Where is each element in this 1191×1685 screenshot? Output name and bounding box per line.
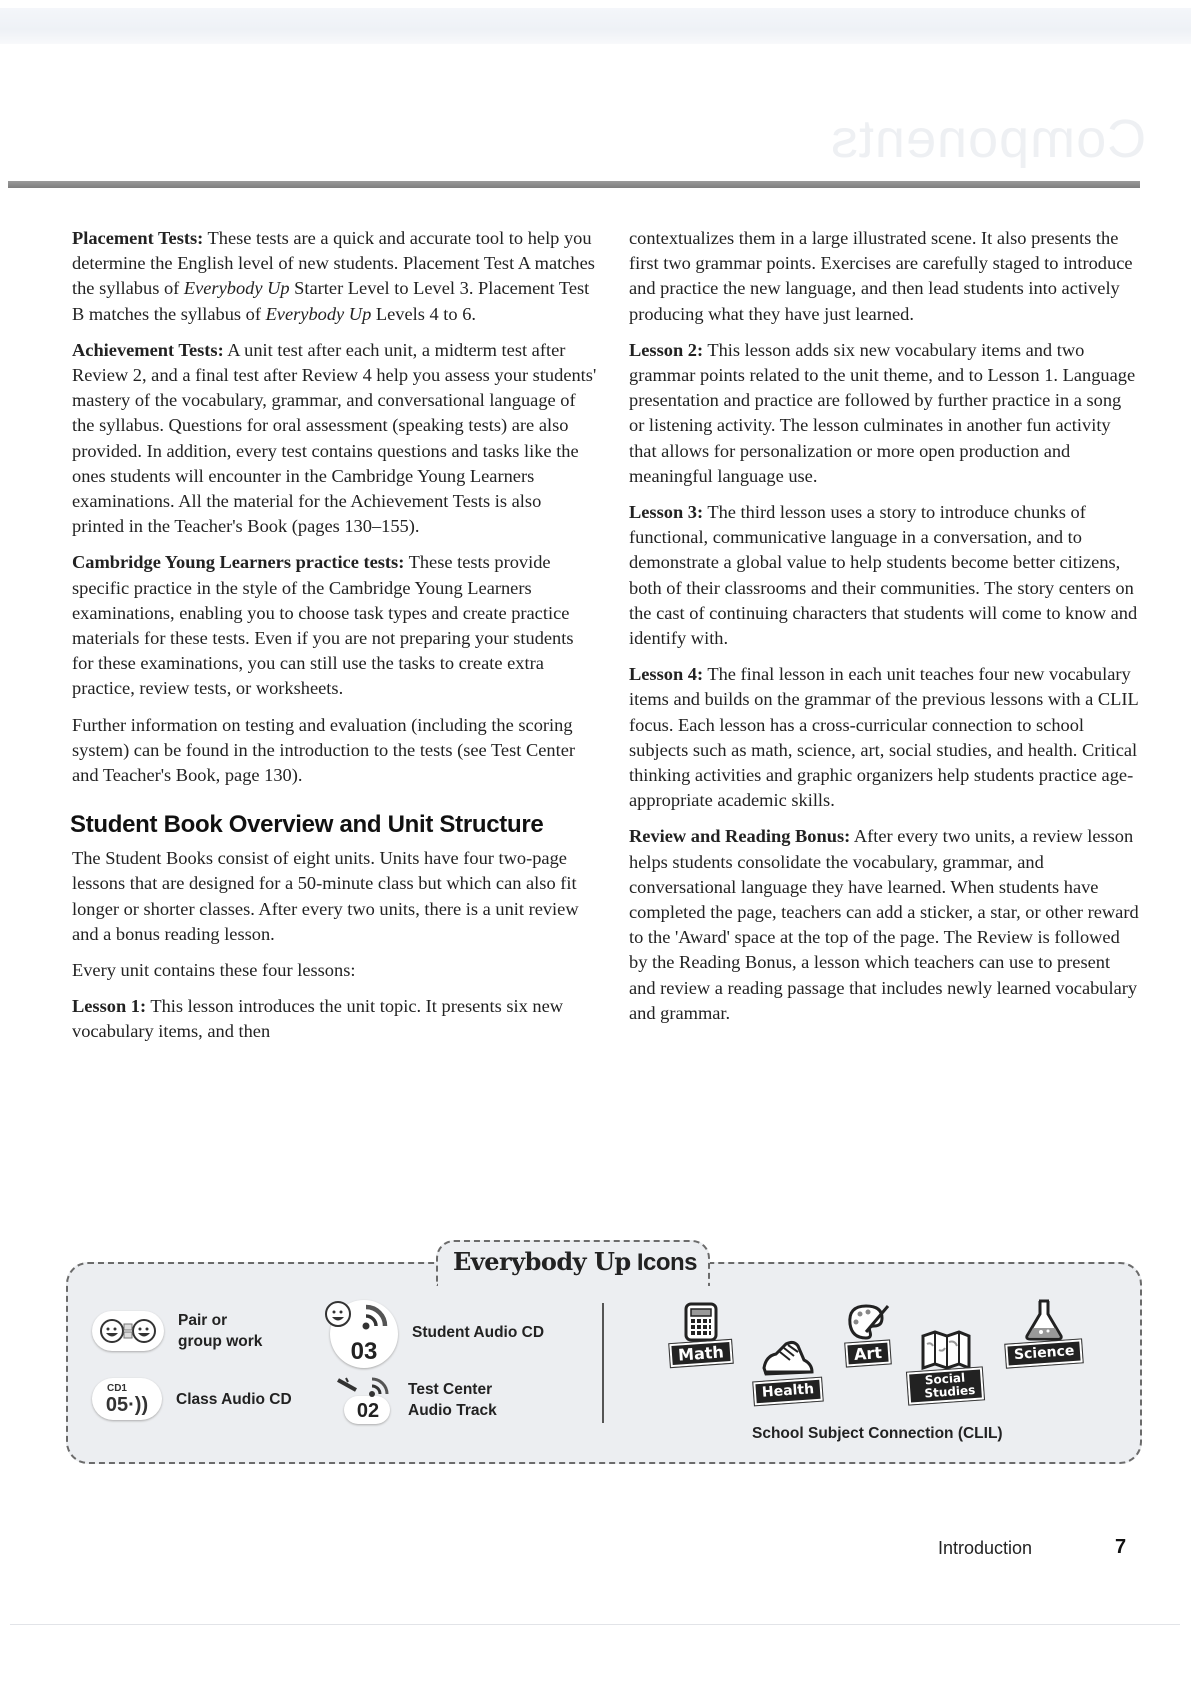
term: Lesson 3: [629, 502, 704, 523]
sneaker-icon [760, 1338, 816, 1380]
term: Placement Tests: [72, 228, 204, 248]
term: Lesson 4: [629, 664, 704, 685]
book-title: Everybody Up [265, 303, 372, 324]
bleed-through-title: Components [830, 109, 1147, 169]
legend-item-class-audio: CD1 05·)) Class Audio CD [92, 1378, 292, 1420]
further-info-paragraph: Further information on testing and evaluation (including the scoring system) can be found in the introduction to the tests (see Test Center and Teacher's Book, page 130). [72, 714, 575, 786]
flask-icon [1022, 1298, 1066, 1342]
review-paragraph: Review and Reading Bonus: After every two units, a review lesson helps students consolidate the vocabulary, grammar, and conversational language they have learned. When students have completed the page, teachers can add a sticker, a star, or other reward to the 'Award' space at the top of the page. The Review is followed by the Reading Bonus, a lesson which teachers can use to present and review a reading passage that includes newly learned vocabulary and grammar. [629, 826, 1139, 1023]
footer-section-label: Introduction [938, 1538, 1033, 1558]
icons-legend-title: Everybody Up Icons [452, 1247, 698, 1276]
placement-tests-paragraph: Placement Tests: These tests are a quick and accurate tool to help you determine the English level of new students. Placement Test A matches the syllabus of Everybody Up Starter Level to Level 3. Placement Test B matches the syllabus of Everybody Up Levels 4 to 6. [72, 228, 595, 324]
term: Cambridge Young Learners practice tests: [72, 552, 405, 573]
lesson2-paragraph: Lesson 2: This lesson adds six new vocabulary items and two grammar points related to the unit theme, and to Lesson 1. Language presentation and practice are followed by further practice in a song or listening activity. The lesson culminates in another fun activity that allows for personalization or more open production and meaningful language use. [629, 339, 1136, 486]
book-title: Everybody Up [183, 278, 290, 299]
right-column [629, 226, 1139, 1037]
subject-science: Science [1006, 1298, 1082, 1365]
subject-social-studies: Social Studies [908, 1330, 983, 1402]
legend-divider [602, 1303, 604, 1423]
pair-work-icon [92, 1311, 164, 1351]
lesson1-paragraph: Lesson 1: This lesson introduces the unit topic. It presents six new vocabulary items, and then [72, 996, 564, 1042]
class-audio-cd-icon: CD1 05·)) [92, 1378, 162, 1420]
sound-waves-icon: ·)) [128, 1394, 149, 1416]
lesson3-paragraph: Lesson 3: The third lesson uses a story to introduce chunks of functional, communicative language in a conversation, and to demonstrate a global value to help students become better citizens, both of their classrooms and their communities. The story centers on the cast of continuing characters that students will come to know and identify with. [629, 502, 1138, 649]
scan-top-band [0, 8, 1191, 44]
left-column [72, 226, 597, 1056]
scan-bottom-rule [10, 1624, 1180, 1625]
subject-health: Health [754, 1338, 822, 1403]
overview-paragraph: The Student Books consist of eight units. Units have four two-page lessons that are designed for a 50-minute class but which can also fit longer or shorter classes. After every two units, there is a unit review and a bonus reading lesson. [72, 848, 579, 944]
term: Achievement Tests: [72, 339, 224, 360]
subject-math: Math [670, 1302, 732, 1365]
header-rule [8, 181, 1140, 188]
legend-item-student-audio: 03 Student Audio CD [322, 1296, 544, 1368]
every-unit-paragraph: Every unit contains these four lessons: [72, 960, 356, 981]
legend-item-pair-work: Pair or group work [92, 1310, 262, 1352]
subject-art: Art [846, 1302, 890, 1365]
legend-item-test-center-audio: 02 Test Center Audio Track [334, 1374, 497, 1426]
subjects-caption: School Subject Connection (CLIL) [752, 1425, 1003, 1442]
page-number: 7 [1115, 1536, 1127, 1558]
section-heading: Student Book Overview and Unit Structure [70, 811, 544, 839]
calculator-icon [681, 1302, 721, 1342]
lesson1-continued-paragraph: contextualizes them in a large illustrated scene. It also presents the first two grammar points. Exercises are carefully staged to introduce and practice the new language, and then lead students into actively producing what they have just learned. [629, 228, 1133, 324]
map-icon [919, 1330, 971, 1370]
term: Lesson 1: [72, 996, 147, 1017]
palette-icon [846, 1302, 890, 1342]
student-audio-cd-icon: 03 [322, 1296, 398, 1368]
cambridge-tests-paragraph: Cambridge Young Learners practice tests: These tests provide specific practice in the style of the Cambridge Young Learners examinations, enabling you to choose task types and create practice materials for these tests. Even if you are not preparing your students for these examinations, you can still use the tasks to create extra practice, review tests, or worksheets. [72, 552, 574, 699]
lesson4-paragraph: Lesson 4: The final lesson in each unit teaches four new vocabulary items and builds on the grammar of the previous lessons with a CLIL focus. Each lesson has a cross-curricular connection to school subjects such as math, science, art, social studies, and health. Critical thinking activities and graphic organizers help students practice age-appropriate academic skills. [629, 664, 1139, 811]
test-center-audio-icon: 02 [334, 1374, 394, 1426]
achievement-tests-paragraph: Achievement Tests: A unit test after each unit, a midterm test after Review 2, and a final test after Review 4 help you assess your students' mastery of the vocabulary, grammar, and conversational language of the syllabus. Questions for oral assessment (speaking tests) are also provided. In addition, every test contains questions and tasks like the ones students will encounter in the Cambridge Young Learners examinations. All the material for the Achievement Tests is also printed in the Teacher's Book (pages 130–155). [72, 339, 597, 537]
term: Review and Reading Bonus: [629, 826, 851, 847]
term: Lesson 2: [629, 339, 704, 360]
